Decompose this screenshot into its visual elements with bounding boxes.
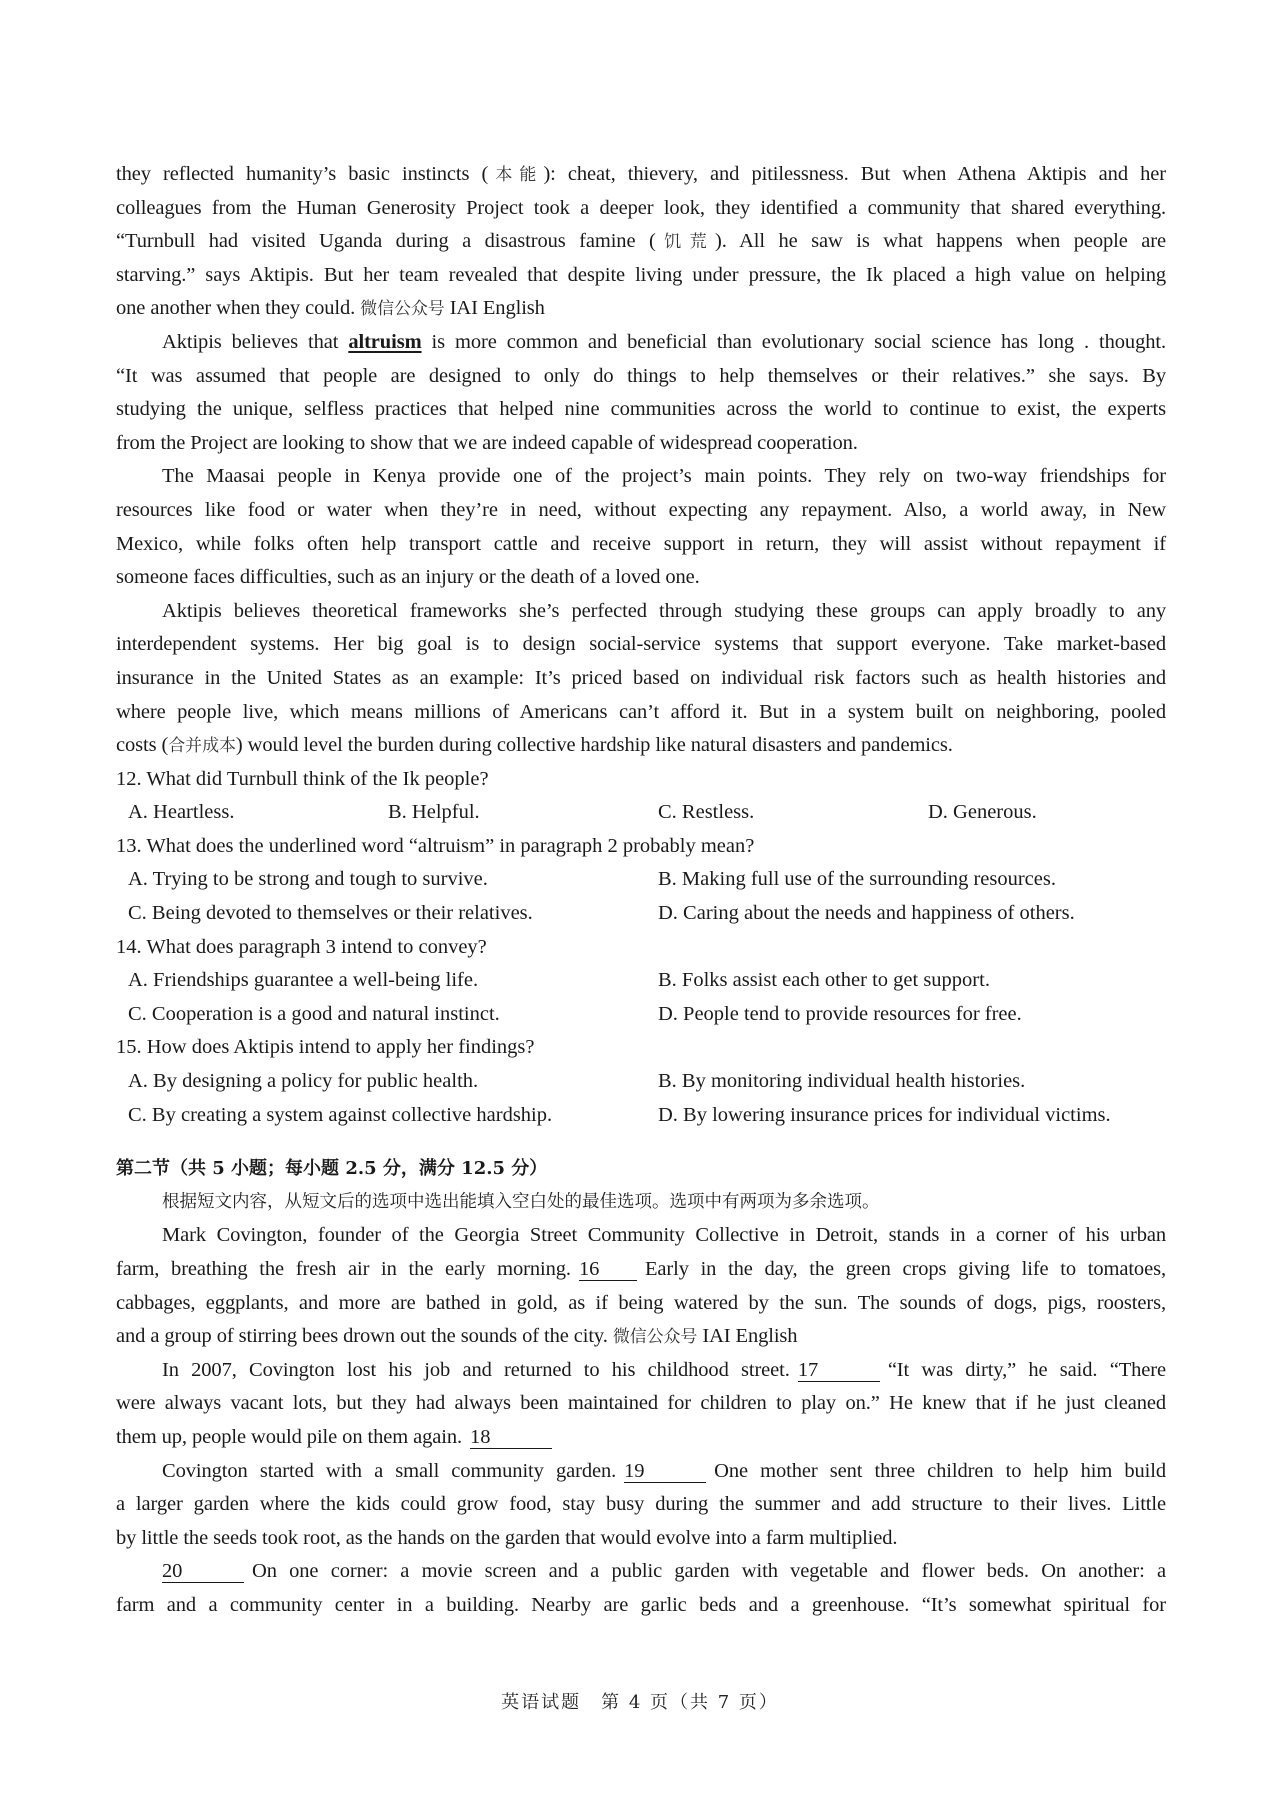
text-line: Covington started with a small community garden. 19 One mother sent three children to help him build [162, 1459, 1166, 1482]
text-line: by little the seeds took root, as the hands on the garden that would evolve into a farm multiplied. [116, 1526, 898, 1549]
option-d[interactable]: D. People tend to provide resources for free. [658, 1002, 1022, 1025]
text-line: cabbages, eggplants, and more are bathed in gold, as if being watered by the sun. The sounds of dogs, pigs, roosters, [116, 1291, 1166, 1314]
text-line: In 2007, Covington lost his job and returned to his childhood street. 17 “It was dirty,” he said. “There [162, 1358, 1166, 1381]
option-row [116, 998, 1166, 1032]
text-line: Mark Covington, founder of the Georgia Street Community Collective in Detroit, stands in a corner of his urban [162, 1224, 1166, 1247]
option-a[interactable]: A. Trying to be strong and tough to survive. [128, 868, 488, 891]
option-row [116, 863, 1166, 897]
page-footer: 英语试题 第 4 页（共 7 页） [501, 1692, 779, 1713]
text-line: Mexico, while folks often help transport cattle and receive support in return, they will assist without repayment if [116, 532, 1166, 555]
option-d[interactable]: D. Caring about the needs and happiness of others. [658, 902, 1075, 925]
question-13 [116, 830, 1166, 931]
passage-paragraph-4 [116, 595, 1166, 763]
option-c[interactable]: C. By creating a system against collective hardship. [128, 1103, 553, 1126]
watermark-text: 微信公众号 [612, 1327, 698, 1348]
passage-paragraph-3 [116, 460, 1166, 594]
text-line: farm and a community center in a building. Nearby are garlic beds and a greenhouse. “It’s somewhat spiritual for [116, 1593, 1166, 1616]
text-line: “Turnbull had visited Uganda during a disastrous famine (饥荒). All he saw is what happens when people are [116, 230, 1166, 253]
text-line: Aktipis believes theoretical frameworks she’s perfected through studying these groups can apply broadly to any [162, 599, 1166, 622]
option-b[interactable]: B. By monitoring individual health histories. [658, 1070, 1026, 1093]
text-line: and a group of stirring bees drown out the sounds of the city. 微信公众号 IAI English [116, 1325, 798, 1348]
text-line: insurance in the United States as an example: It’s priced based on individual risk factors such as health histories and [116, 666, 1166, 689]
option-row [116, 1065, 1166, 1099]
underlined-keyword: altruism [348, 330, 422, 353]
blank-16[interactable]: 16 [579, 1258, 637, 1281]
section-instruction: 根据短文内容，从短文后的选项中选出能填入空白处的最佳选项。选项中有两项为多余选项。 [162, 1191, 880, 1212]
text-line: a larger garden where the kids could grow food, stay busy during the summer and add structure to their lives. Little [116, 1493, 1166, 1516]
text-line: The Maasai people in Kenya provide one of the project’s main points. They rely on two-way friendships for [162, 465, 1166, 488]
option-b[interactable]: B. Making full use of the surrounding resources. [658, 868, 1056, 891]
cloze-paragraph-1 [116, 1219, 1166, 1353]
question-14 [116, 931, 1166, 1032]
blank-17[interactable]: 17 [798, 1359, 880, 1382]
section-heading: 第二节（共 5 小题；每小题 2.5 分，满分 12.5 分） [116, 1158, 548, 1180]
option-b[interactable]: B. Folks assist each other to get support. [658, 969, 990, 992]
cloze-paragraph-3 [116, 1455, 1166, 1556]
text-line: resources like food or water when they’re in need, without expecting any repayment. Also, a world away, in New [116, 498, 1166, 521]
question-stem: 13. What does the underlined word “altruism” in paragraph 2 probably mean? [116, 834, 755, 857]
question-stem: 14. What does paragraph 3 intend to convey? [116, 935, 487, 958]
option-d[interactable]: D. By lowering insurance prices for individual victims. [658, 1103, 1111, 1126]
blank-18[interactable]: 18 [470, 1426, 552, 1449]
text-line: where people live, which means millions of Americans can’t afford it. But in a system built on neighboring, pooled [116, 700, 1166, 723]
option-a[interactable]: A. Friendships guarantee a well-being life. [128, 969, 479, 992]
passage-paragraph-2 [116, 326, 1166, 460]
text-line: they reflected humanity’s basic instincts (本能): cheat, thievery, and pitilessness. But when Athena Aktipis and her [116, 163, 1166, 185]
watermark-text: 微信公众号 [360, 299, 445, 320]
text-line: “It was assumed that people are designed to only do things to help themselves or their relatives.” she says. By [116, 364, 1166, 387]
blank-19[interactable]: 19 [624, 1460, 706, 1483]
option-c[interactable]: C. Cooperation is a good and natural instinct. [128, 1002, 500, 1025]
option-row [116, 897, 1166, 931]
option-row [116, 796, 1166, 830]
text-line: starving.” says Aktipis. But her team revealed that despite living under pressure, the Ik placed a high value on helping [116, 263, 1166, 286]
passage-paragraph-1 [116, 158, 1166, 326]
option-a[interactable]: A. By designing a policy for public health. [128, 1070, 479, 1093]
question-stem: 12. What did Turnbull think of the Ik people? [116, 767, 489, 790]
text-line: from the Project are looking to show that we are indeed capable of widespread cooperation. [116, 431, 858, 454]
cloze-paragraph-2 [116, 1354, 1166, 1455]
text-line: Aktipis believes that altruism is more common and beneficial than evolutionary social science has long . thought. [162, 330, 1166, 353]
option-row [116, 1099, 1166, 1133]
question-15 [116, 1031, 1166, 1132]
text-line: colleagues from the Human Generosity Project took a deeper look, they identified a community that shared everything. [116, 196, 1166, 219]
text-line: 20 On one corner: a movie screen and a public garden with vegetable and flower beds. On another: a [162, 1560, 1166, 1583]
option-c[interactable]: C. Restless. [658, 801, 755, 824]
option-row [116, 964, 1166, 998]
option-c[interactable]: C. Being devoted to themselves or their relatives. [128, 902, 533, 925]
option-d[interactable]: D. Generous. [928, 801, 1037, 824]
text-line: one another when they could. 微信公众号 IAI English [116, 297, 545, 320]
exam-page [116, 158, 1166, 1623]
cloze-paragraph-4 [116, 1555, 1166, 1622]
text-line: studying the unique, selfless practices that helped nine communities across the world to continue to exist, the experts [116, 398, 1166, 421]
option-b[interactable]: B. Helpful. [388, 801, 480, 824]
option-a[interactable]: A. Heartless. [128, 801, 235, 824]
blank-20[interactable]: 20 [162, 1560, 244, 1583]
question-stem: 15. How does Aktipis intend to apply her findings? [116, 1036, 535, 1059]
text-line: interdependent systems. Her big goal is to design social-service systems that support everyone. Take market-based [116, 633, 1166, 656]
text-line: were always vacant lots, but they had always been maintained for children to play on.” He knew that if he just cleaned [116, 1392, 1166, 1415]
question-12 [116, 763, 1166, 830]
text-line: them up, people would pile on them again. 18 [116, 1421, 1166, 1455]
text-line: someone faces difficulties, such as an injury or the death of a loved one. [116, 566, 700, 589]
text-line: farm, breathing the fresh air in the early morning. 16 Early in the day, the green crops giving life to tomatoes, [116, 1258, 1166, 1280]
text-line: costs (合并成本) would level the burden during collective hardship like natural disasters and pandemics. [116, 734, 953, 757]
